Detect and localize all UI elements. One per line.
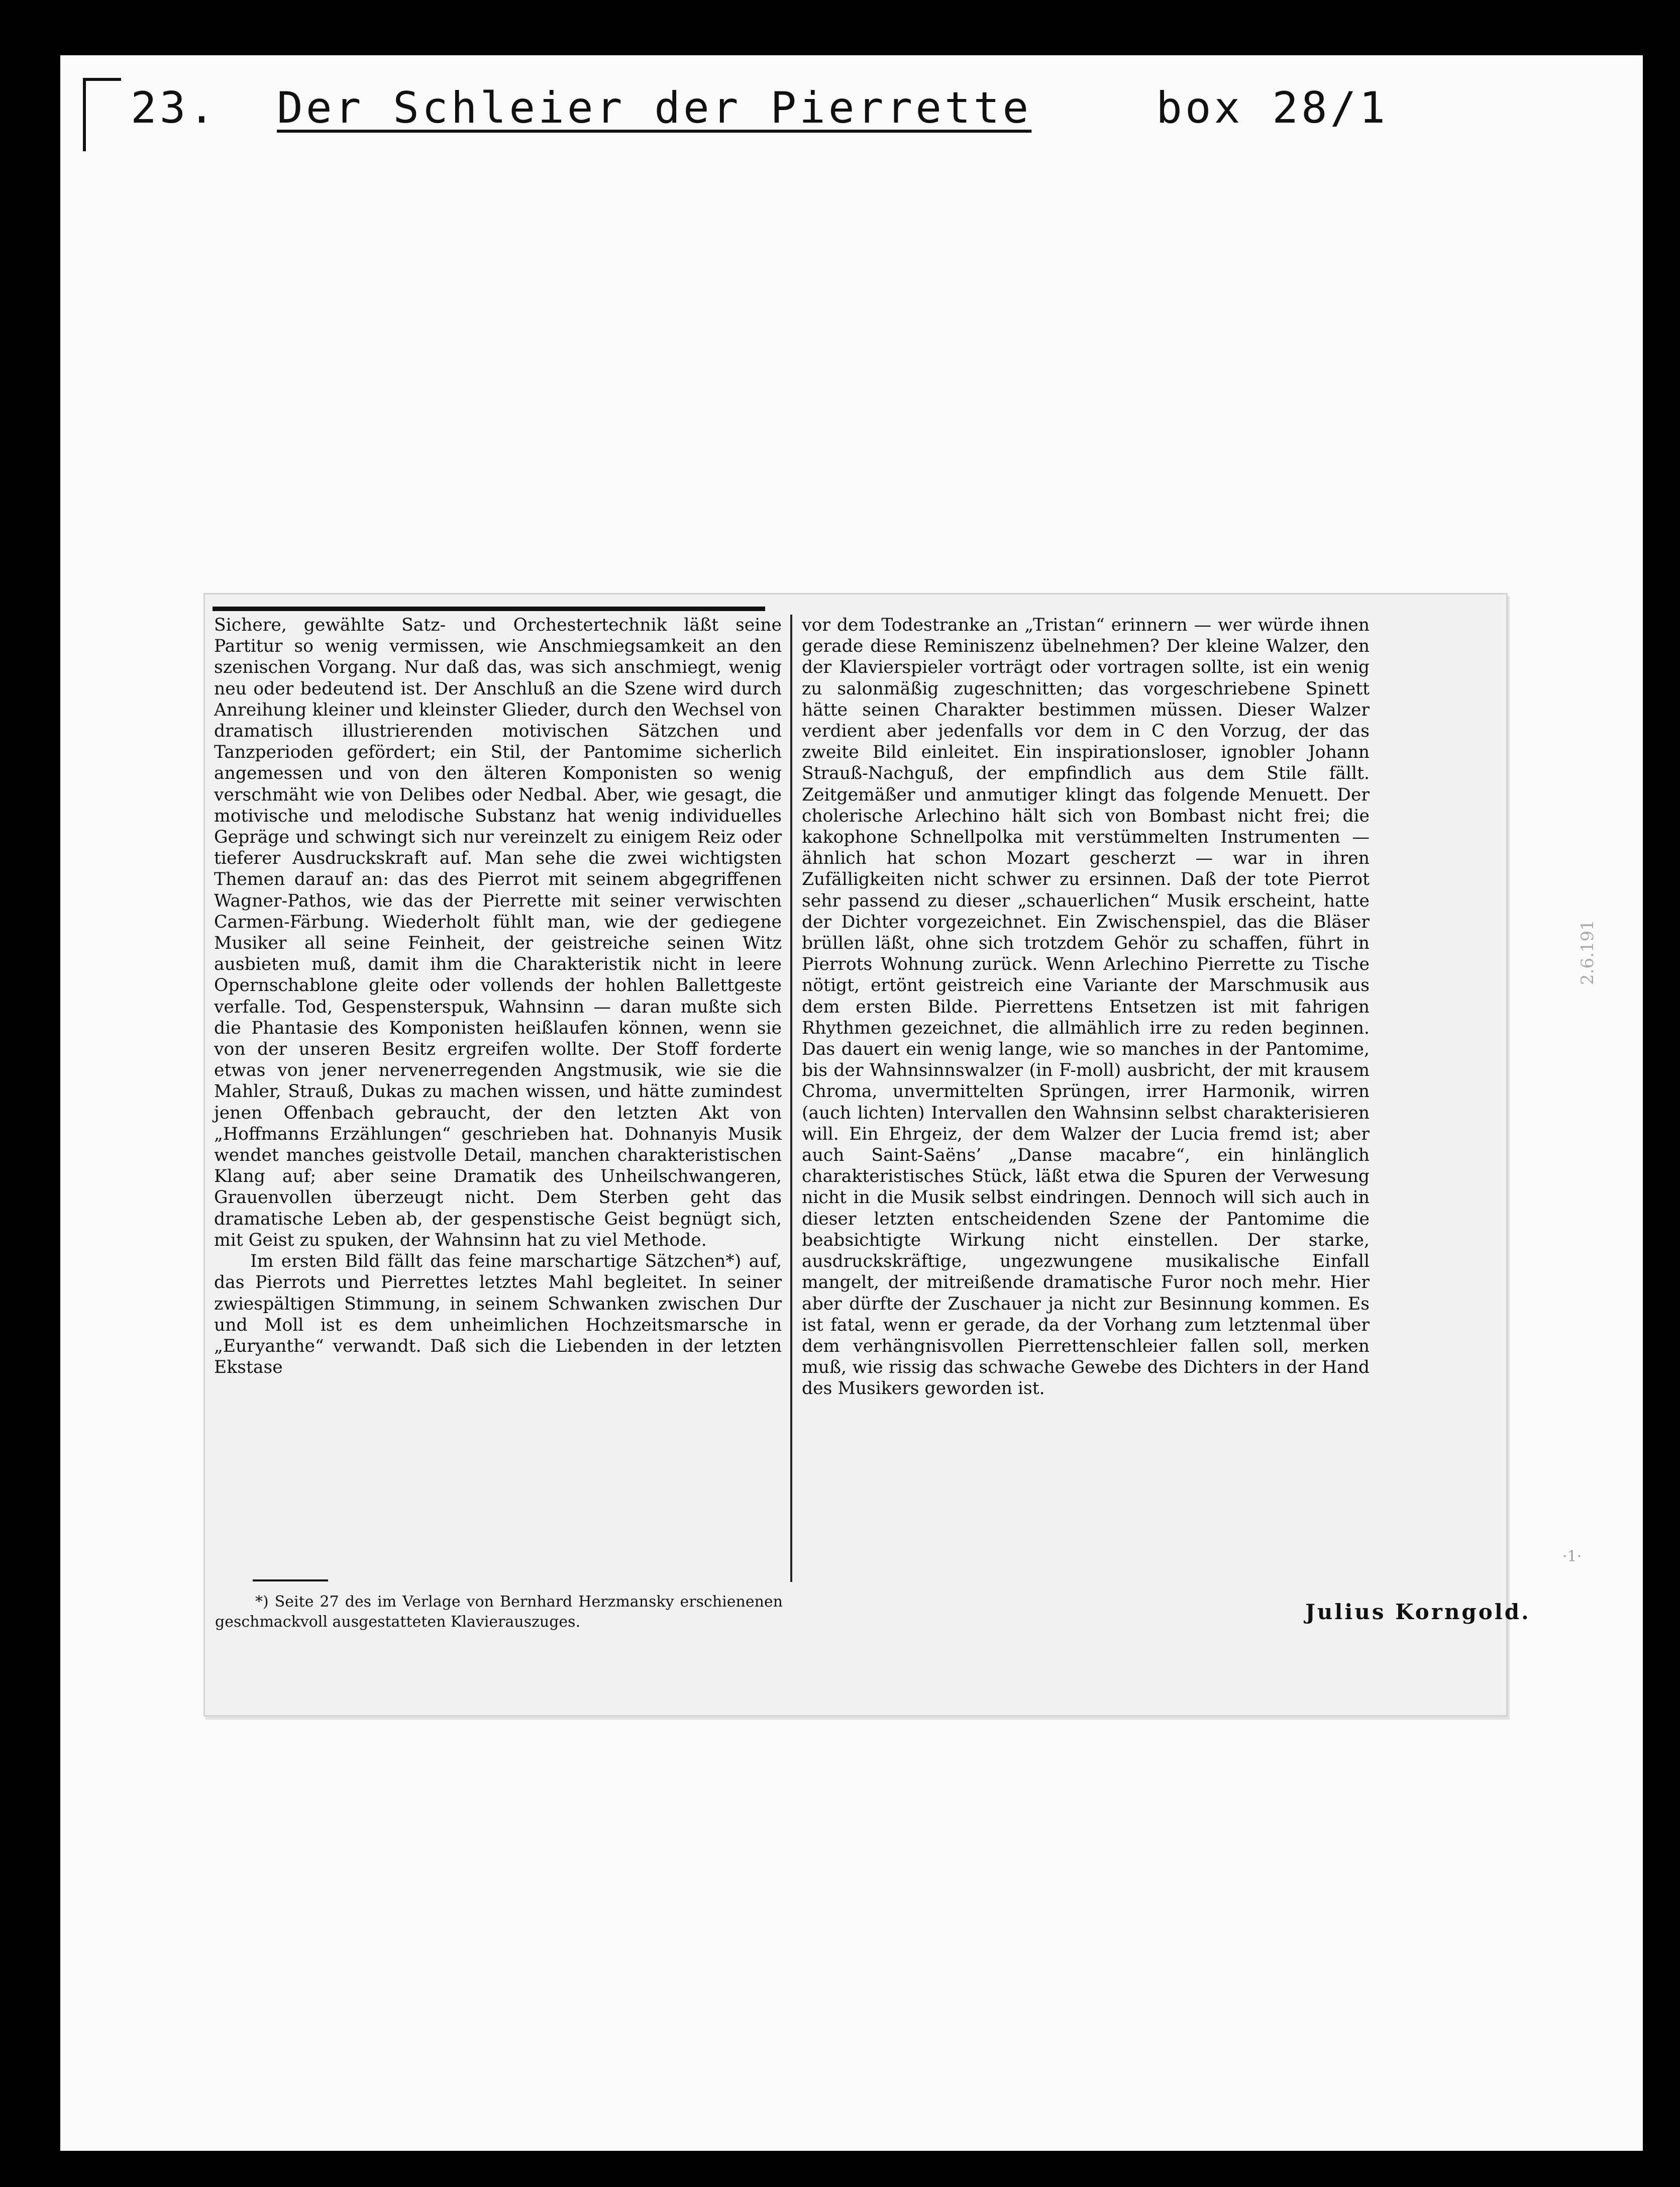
margin-mark: ·1·: [1562, 1548, 1582, 1565]
newspaper-clipping: [203, 593, 1531, 1717]
paragraph-1: Sichere, gewählte Satz- und Orchestertechnik läßt seine Partitur so wenig vermissen, wie Anschmiegsamkeit an den szenischen Vorgang. Nur daß das, was sich anschmiegt, wenig neu oder bedeutend ist. Der Anschluß an die Szene wird durch Anreihung kleiner und kleinster Glieder, durch den Wechsel von dramatisch illustrierenden motivischen Sätzchen und Tanzperioden gefördert; ein Stil, der Pantomime sicherlich angemessen und von den älteren Komponisten so wenig verschmäht wie von Delibes oder Nedbal. Aber, wie gesagt, die motivische und melodische Substanz hat wenig individuelles Gepräge und schwingt sich nur vereinzelt zu einigem Reiz oder tieferer Ausdruckskraft auf. Man sehe die zwei wichtigsten Themen darauf an: das des Pierrot mit seinem abgegriffenen Wagner-Pathos, wie das der Pierrette mit seiner verwischten Carmen-Färbung. Wiederholt fühlt man, wie der gediegene Musiker all seine Feinheit, der geistreiche seinen Witz ausbieten muß, damit ihm die Charakteristik nicht in leere Opernschablone gleite oder vollends der hohlen Ballettgeste verfalle. Tod, Gespensterspuk, Wahnsinn — daran mußte sich die Phantasie des Komponisten heißlaufen können, wenn sie von der unseren Besitz ergreifen wollte. Der Stoff forderte etwas von jener nervenerregenden Angstmusik, wie sie die Mahler, Strauß, Dukas zu machen wissen, und hätte zumindest jenen Offenbach gebraucht, der den letzten Akt von „Hoffmanns Erzählungen“ geschrieben hat. Dohnanyis Musik wendet manches geistvolle Detail, manchen charakteristischen Klang auf; aber seine Dramatik des Unheilschwangeren, Grauenvollen überzeugt nicht. Dem Sterben geht das dramatische Leben ab, der gespenstische Geist begnügt sich, mit Geist zu spuken, der Wahnsinn hat zu viel Methode.: [214, 615, 782, 1250]
paragraph-3: vor dem Todestranke an „Tristan“ erinnern — wer würde ihnen gerade diese Reminiszenz übelnehmen? Der kleine Walzer, den der Klavierspieler vorträgt oder vortragen sollte, ist ein wenig zu salonmäßig zugeschnitten; das vorgeschriebene Spinett hätte seinen Charakter bestimmen müssen. Dieser Walzer verdient aber jedenfalls vor dem in C den Vorzug, der das zweite Bild einleitet. Ein inspirationsloser, ignobler Johann Strauß-Nachguß, der empfindlich aus dem Stile fällt. Zeitgemäßer und anmutiger klingt das folgende Menuett. Der cholerische Arlechino hält sich von Bombast nicht frei; die kakophone Schnellpolka mit verstümmelten Instrumenten — ähnlich hat schon Mozart gescherzt — war in ihren Zufälligkeiten nicht schwer zu ersinnen. Daß der tote Pierrot sehr passend zu dieser „schauerlichen“ Musik erscheint, hatte der Dichter vorgezeichnet. Ein Zwischenspiel, das die Bläser brüllen läßt, ohne sich trotzdem Gehör zu schaffen, führt in Pierrots Wohnung zurück. Wenn Arlechino Pierrette zu Tische nötigt, ertönt geistreich eine Variante der Marschmusik aus dem ersten Bilde. Pierrettens Entsetzen ist mit fahrigen Rhythmen gezeichnet, die allmählich irre zu reden beginnen. Das dauert ein wenig lange, wie so manches in der Pantomime, bis der Wahnsinnswalzer (in F-moll) ausbricht, der mit krausem Chroma, unvermittelten Sprüngen, irrer Harmonik, wirren (auch lichten) Intervallen den Wahnsinn selbst charakterisieren will. Ein Ehrgeiz, der dem Walzer der Lucia fremd ist; aber auch Saint-Saëns’ „Danse macabre“, ein hinlänglich charakteristisches Stück, läßt etwa die Spuren der Verwesung nicht in die Musik selbst eindringen. Dennoch will sich auch in dieser letzten entscheidenden Szene der Pantomime die beabsichtigte Wirkung nicht einstellen. Der starke, ausdruckskräftige, ungezwungene musikalische Einfall mangelt, der mitreißende dramatische Furor noch mehr. Hier aber dürfte der Zuschauer ja nicht zur Besinnung kommen. Es ist fatal, wenn er gerade, da der Vorhang zum letztenmal über dem verhängnisvollen Pierrettenschleier fallen soll, merken muß, wie rissig das schwache Gewebe des Dichters in der Hand des Musikers geworden ist.: [802, 615, 1370, 1399]
item-number: 23.: [131, 83, 218, 133]
box-label: box 28/1: [1156, 83, 1389, 133]
left-column: [214, 615, 782, 1378]
footnote-rule: [253, 1579, 328, 1581]
item-title: Der Schleier der Pierrette: [277, 83, 1032, 133]
top-rule: [213, 607, 765, 611]
margin-note: 2.6.191: [1578, 920, 1598, 985]
folder-header: [131, 83, 1388, 133]
right-column: [802, 615, 1370, 1400]
footnote: *) Seite 27 des im Verlage von Bernhard Herzmansky erschienenen geschmackvoll ausgestatteten Klavierauszuges.: [215, 1593, 783, 1631]
column-divider: [790, 615, 792, 1582]
author-signature: Julius Korngold.: [1305, 1600, 1531, 1624]
paragraph-2: Im ersten Bild fällt das feine marschartige Sätzchen*) auf, das Pierrots und Pierrettes letztes Mahl begleitet. In seiner zwiespältigen Stimmung, in seinem Schwanken zwischen Dur und Moll ist es dem unheimlichen Hochzeitsmarsche in „Euryanthe“ verwandt. Daß sich die Liebenden in der letzten Ekstase: [214, 1251, 782, 1378]
corner-crop-mark: [83, 78, 121, 151]
